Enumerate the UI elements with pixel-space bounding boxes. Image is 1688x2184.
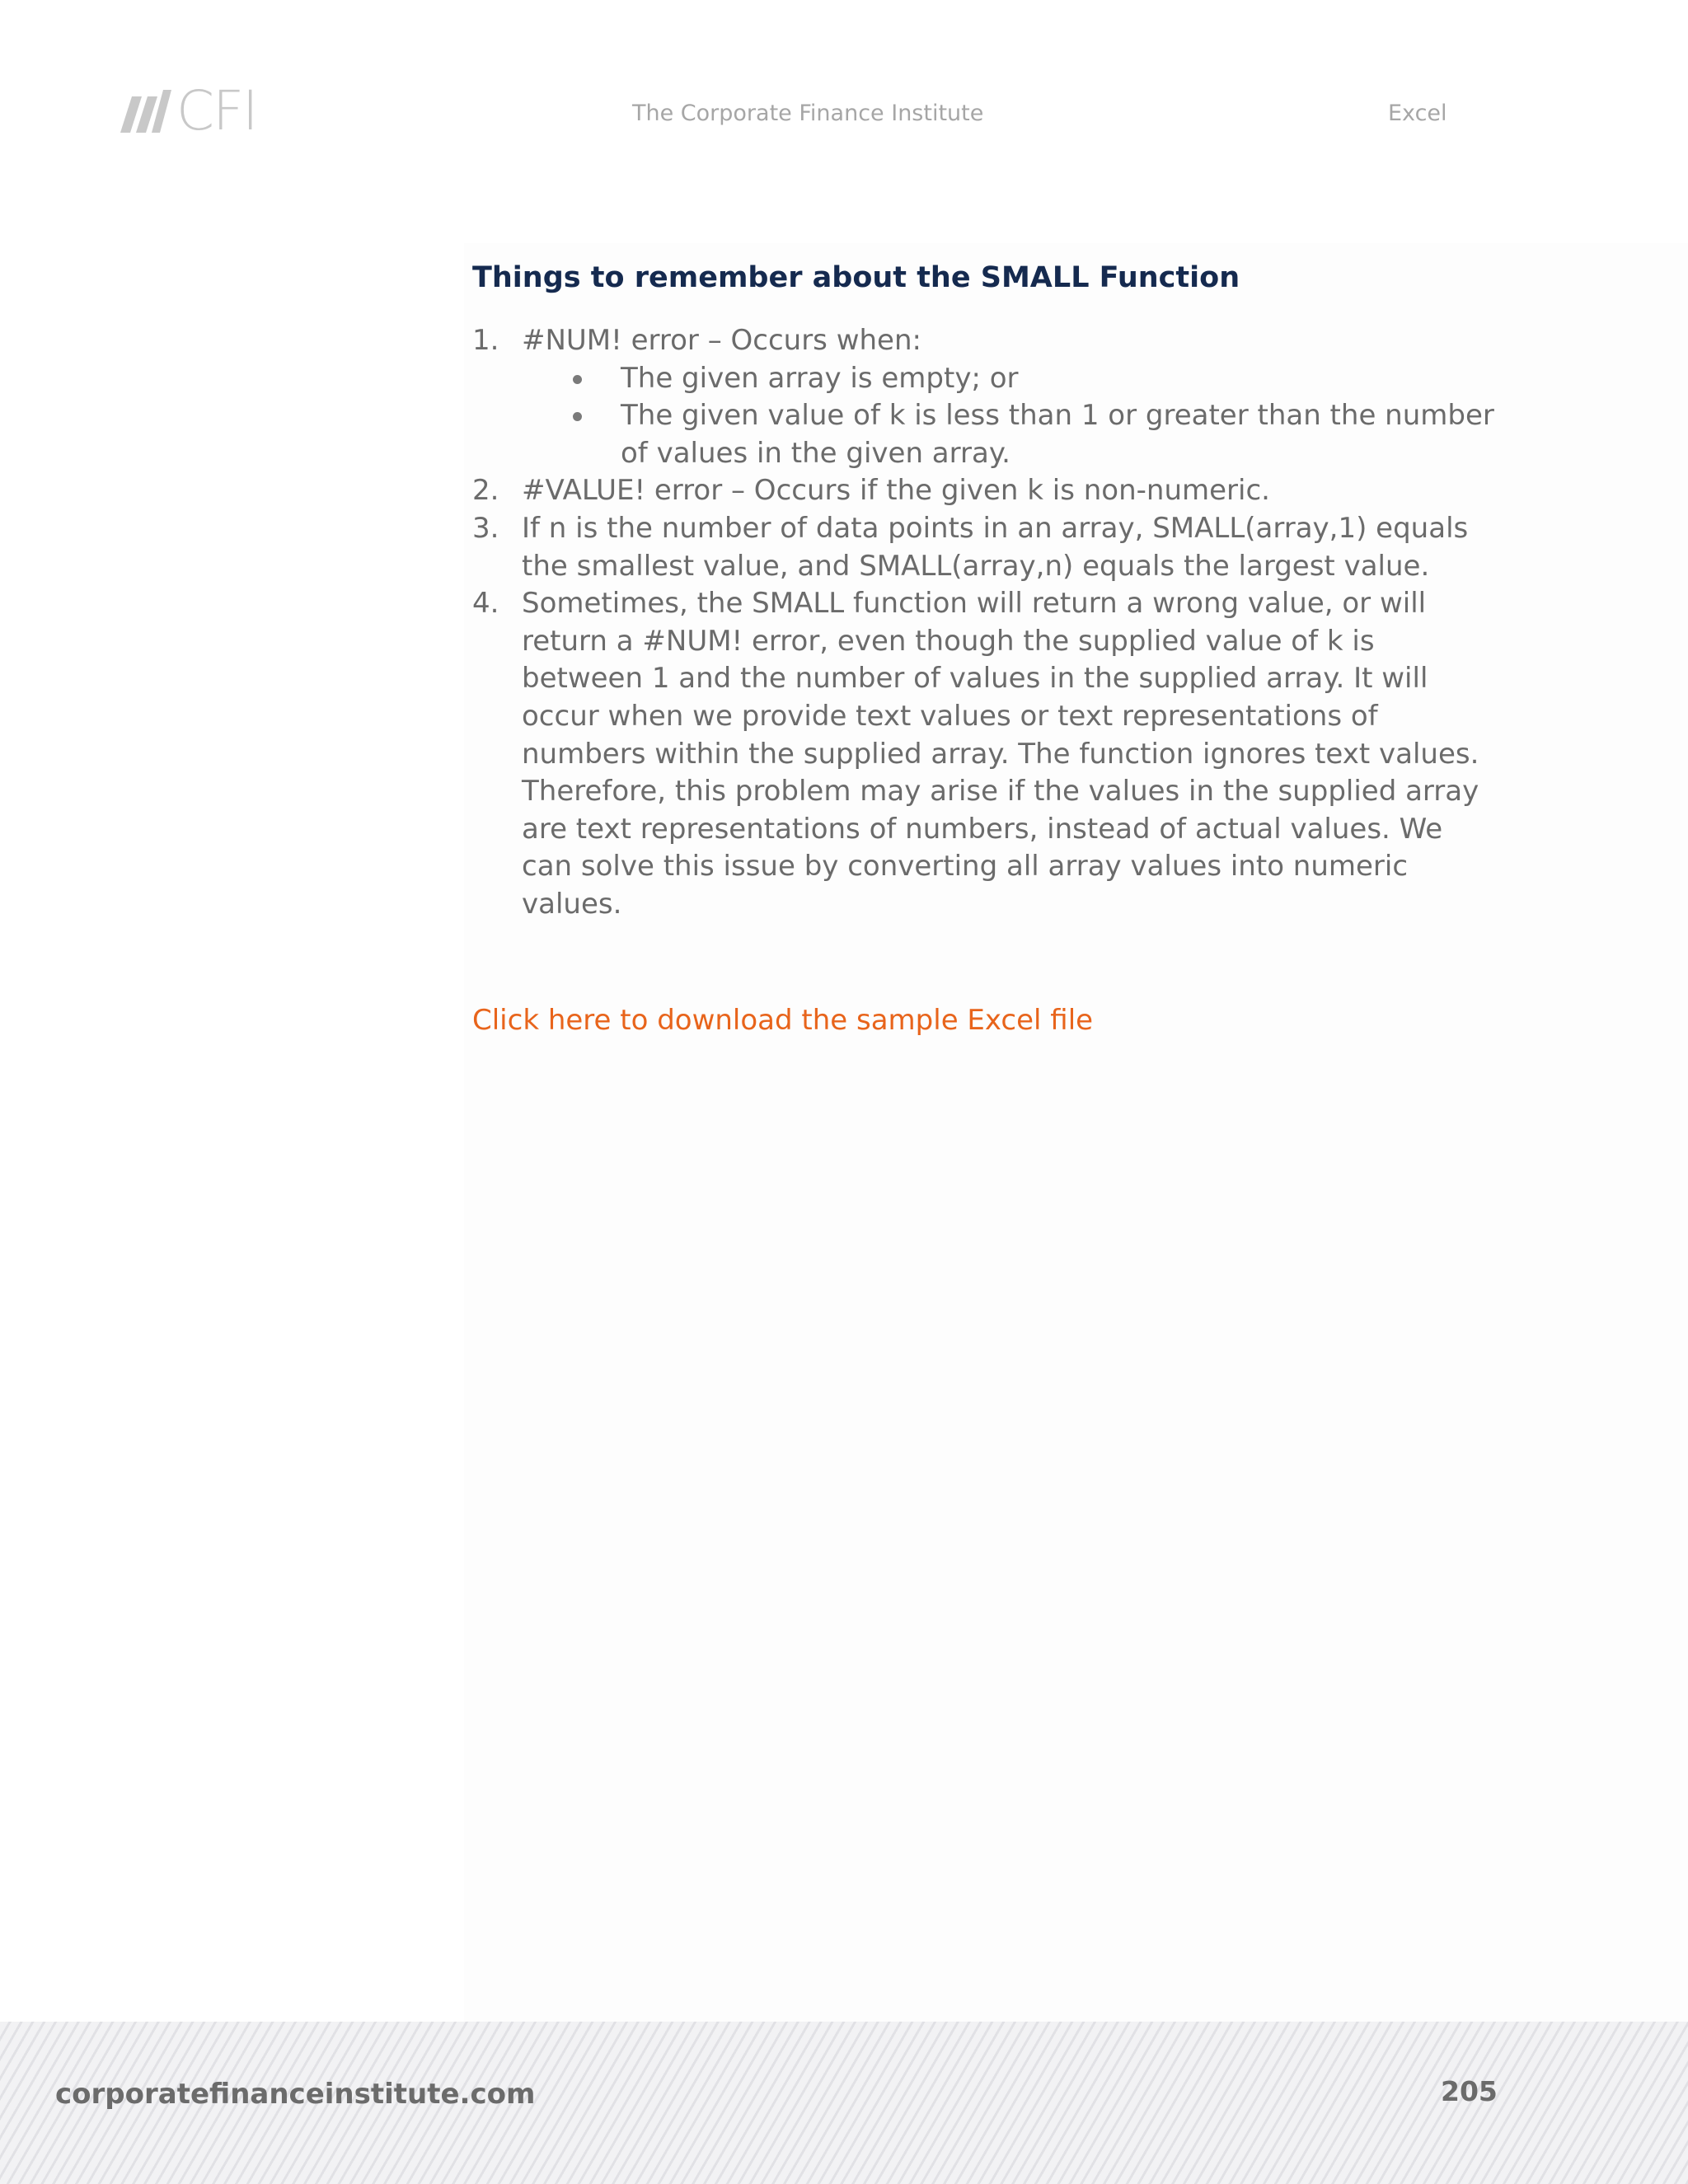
bullet-text: The given array is empty; or: [621, 361, 1019, 395]
bullet-item: [472, 397, 1494, 472]
list-item-text: #NUM! error – Occurs when:: [522, 324, 921, 357]
bullet-dot-icon: [573, 375, 582, 384]
footer-website: corporatefinanceinstitute.com: [55, 2078, 536, 2111]
section-title: Things to remember about the SMALL Function: [472, 261, 1240, 294]
download-sample-link[interactable]: Click here to download the sample Excel file: [472, 1003, 1094, 1037]
list-item: [472, 322, 1494, 360]
list-item-number: 3.: [472, 511, 499, 545]
bullet-text: The given value of k is less than 1 or greater than the number of values in the given array.: [621, 399, 1494, 470]
header-institute-name: The Corporate Finance Institute: [632, 101, 984, 126]
numbered-list: [472, 322, 1494, 924]
bullet-dot-icon: [573, 412, 582, 421]
list-item-text: #VALUE! error – Occurs if the given k is non-numeric.: [522, 474, 1270, 508]
list-item-number: 1.: [472, 324, 499, 357]
list-item-text: If n is the number of data points in an array, SMALL(array,1) equals the smallest value, and SMALL(array,n) equals the largest value.: [522, 511, 1469, 583]
list-item: [472, 585, 1494, 923]
list-item-number: 2.: [472, 474, 499, 508]
header-section-name: Excel: [1388, 101, 1447, 126]
bullet-item: [472, 360, 1494, 398]
list-item-number: 4.: [472, 587, 499, 621]
cfi-logo: [114, 79, 279, 143]
logo-text: CFI: [176, 79, 257, 143]
main-content: [472, 255, 1494, 1039]
page-number: 205: [1441, 2075, 1498, 2107]
list-item: [472, 472, 1494, 510]
list-item: [472, 510, 1494, 585]
list-item-text: Sometimes, the SMALL function will return a wrong value, or will return a #NUM! error, even though the supplied value of k is between 1 and the number of values in the supplied array. It will occur when we provide text values or text representations of numbers within the supplied array. The function ignores text values. Therefore, this problem may arise if the values in the supplied array are text representations of numbers, instead of actual values. We can solve this issue by converting all array values into numeric values.: [522, 587, 1479, 921]
footer: [0, 2022, 1688, 2184]
cfi-logo-icon: [114, 90, 171, 133]
